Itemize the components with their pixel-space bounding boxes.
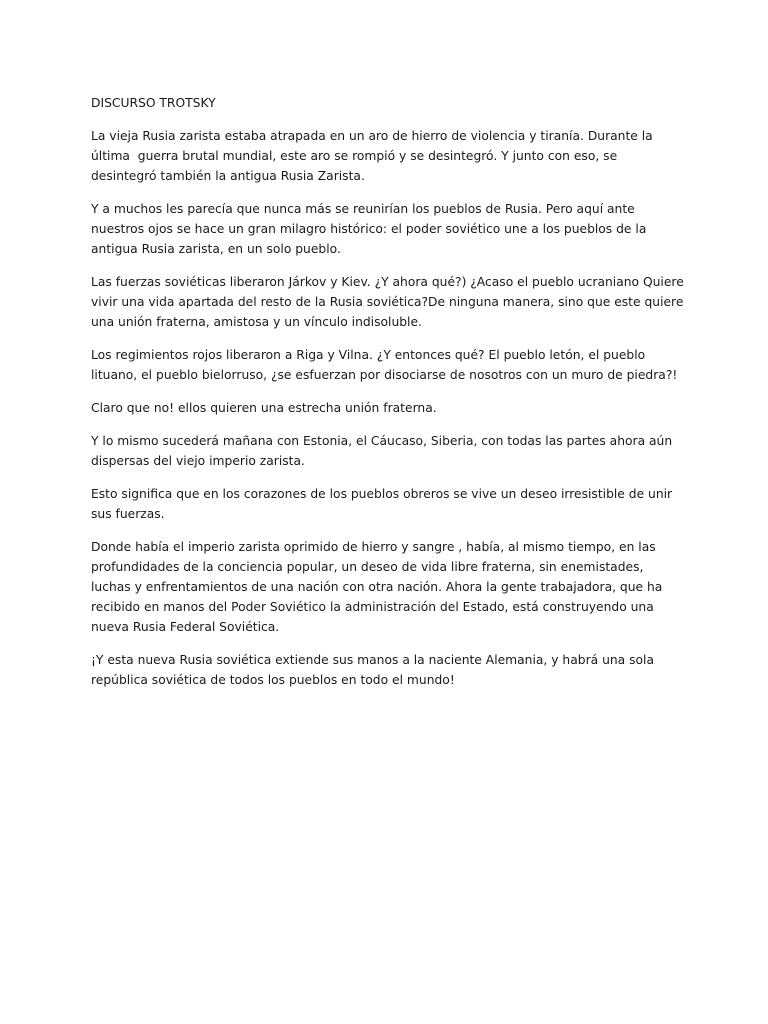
paragraph-1: La vieja Rusia zarista estaba atrapada en un aro de hierro de violencia y tiranía. Durante la última guerra brutal mundial, este aro se rompió y se desintegró. Y junto con eso, se desintegró también la antigua Rusia Zarista.: [91, 129, 657, 183]
paragraph-9: ¡Y esta nueva Rusia soviética extiende sus manos a la naciente Alemania, y habrá una sola república soviética de todos los pueblos en todo el mundo!: [91, 653, 658, 687]
paragraph-7: Esto significa que en los corazones de los pueblos obreros se vive un deseo irresistible de unir sus fuerzas.: [91, 487, 677, 521]
document-body: [91, 93, 686, 703]
paragraph-3: Las fuerzas soviéticas liberaron Járkov y Kiev. ¿Y ahora qué?) ¿Acaso el pueblo ucraniano Quiere vivir una vida apartada del resto de la Rusia soviética?De ninguna manera, sino que este quiere una unión fraterna, amistosa y un vínculo indisoluble.: [91, 275, 688, 329]
paragraph-2: Y a muchos les parecía que nunca más se reunirían los pueblos de Rusia. Pero aquí ante nuestros ojos se hace un gran milagro histórico: el poder soviético une a los pueblos de la antigua Rusia zarista, en un solo pueblo.: [91, 202, 651, 256]
document-title: DISCURSO TROTSKY: [91, 96, 216, 110]
paragraph-6: Y lo mismo sucederá mañana con Estonia, el Cáucaso, Siberia, con todas las partes ahora aún dispersas del viejo imperio zarista.: [91, 434, 677, 468]
paragraph-5: Claro que no! ellos quieren una estrecha unión fraterna.: [91, 401, 437, 415]
paragraph-4: Los regimientos rojos liberaron a Riga y Vilna. ¿Y entonces qué? El pueblo letón, el pueblo lituano, el pueblo bielorruso, ¿se esfuerzan por disociarse de nosotros con un muro de piedra?!: [91, 348, 678, 382]
paragraph-8: Donde había el imperio zarista oprimido de hierro y sangre , había, al mismo tiempo, en las profundidades de la conciencia popular, un deseo de vida libre fraterna, sin enemistades, luchas y enfrentamientos de una nación con otra nación. Ahora la gente trabajadora, que ha recibido en manos del Poder Soviético la administración del Estado, está construyendo una nueva Rusia Federal Soviética.: [91, 540, 667, 634]
